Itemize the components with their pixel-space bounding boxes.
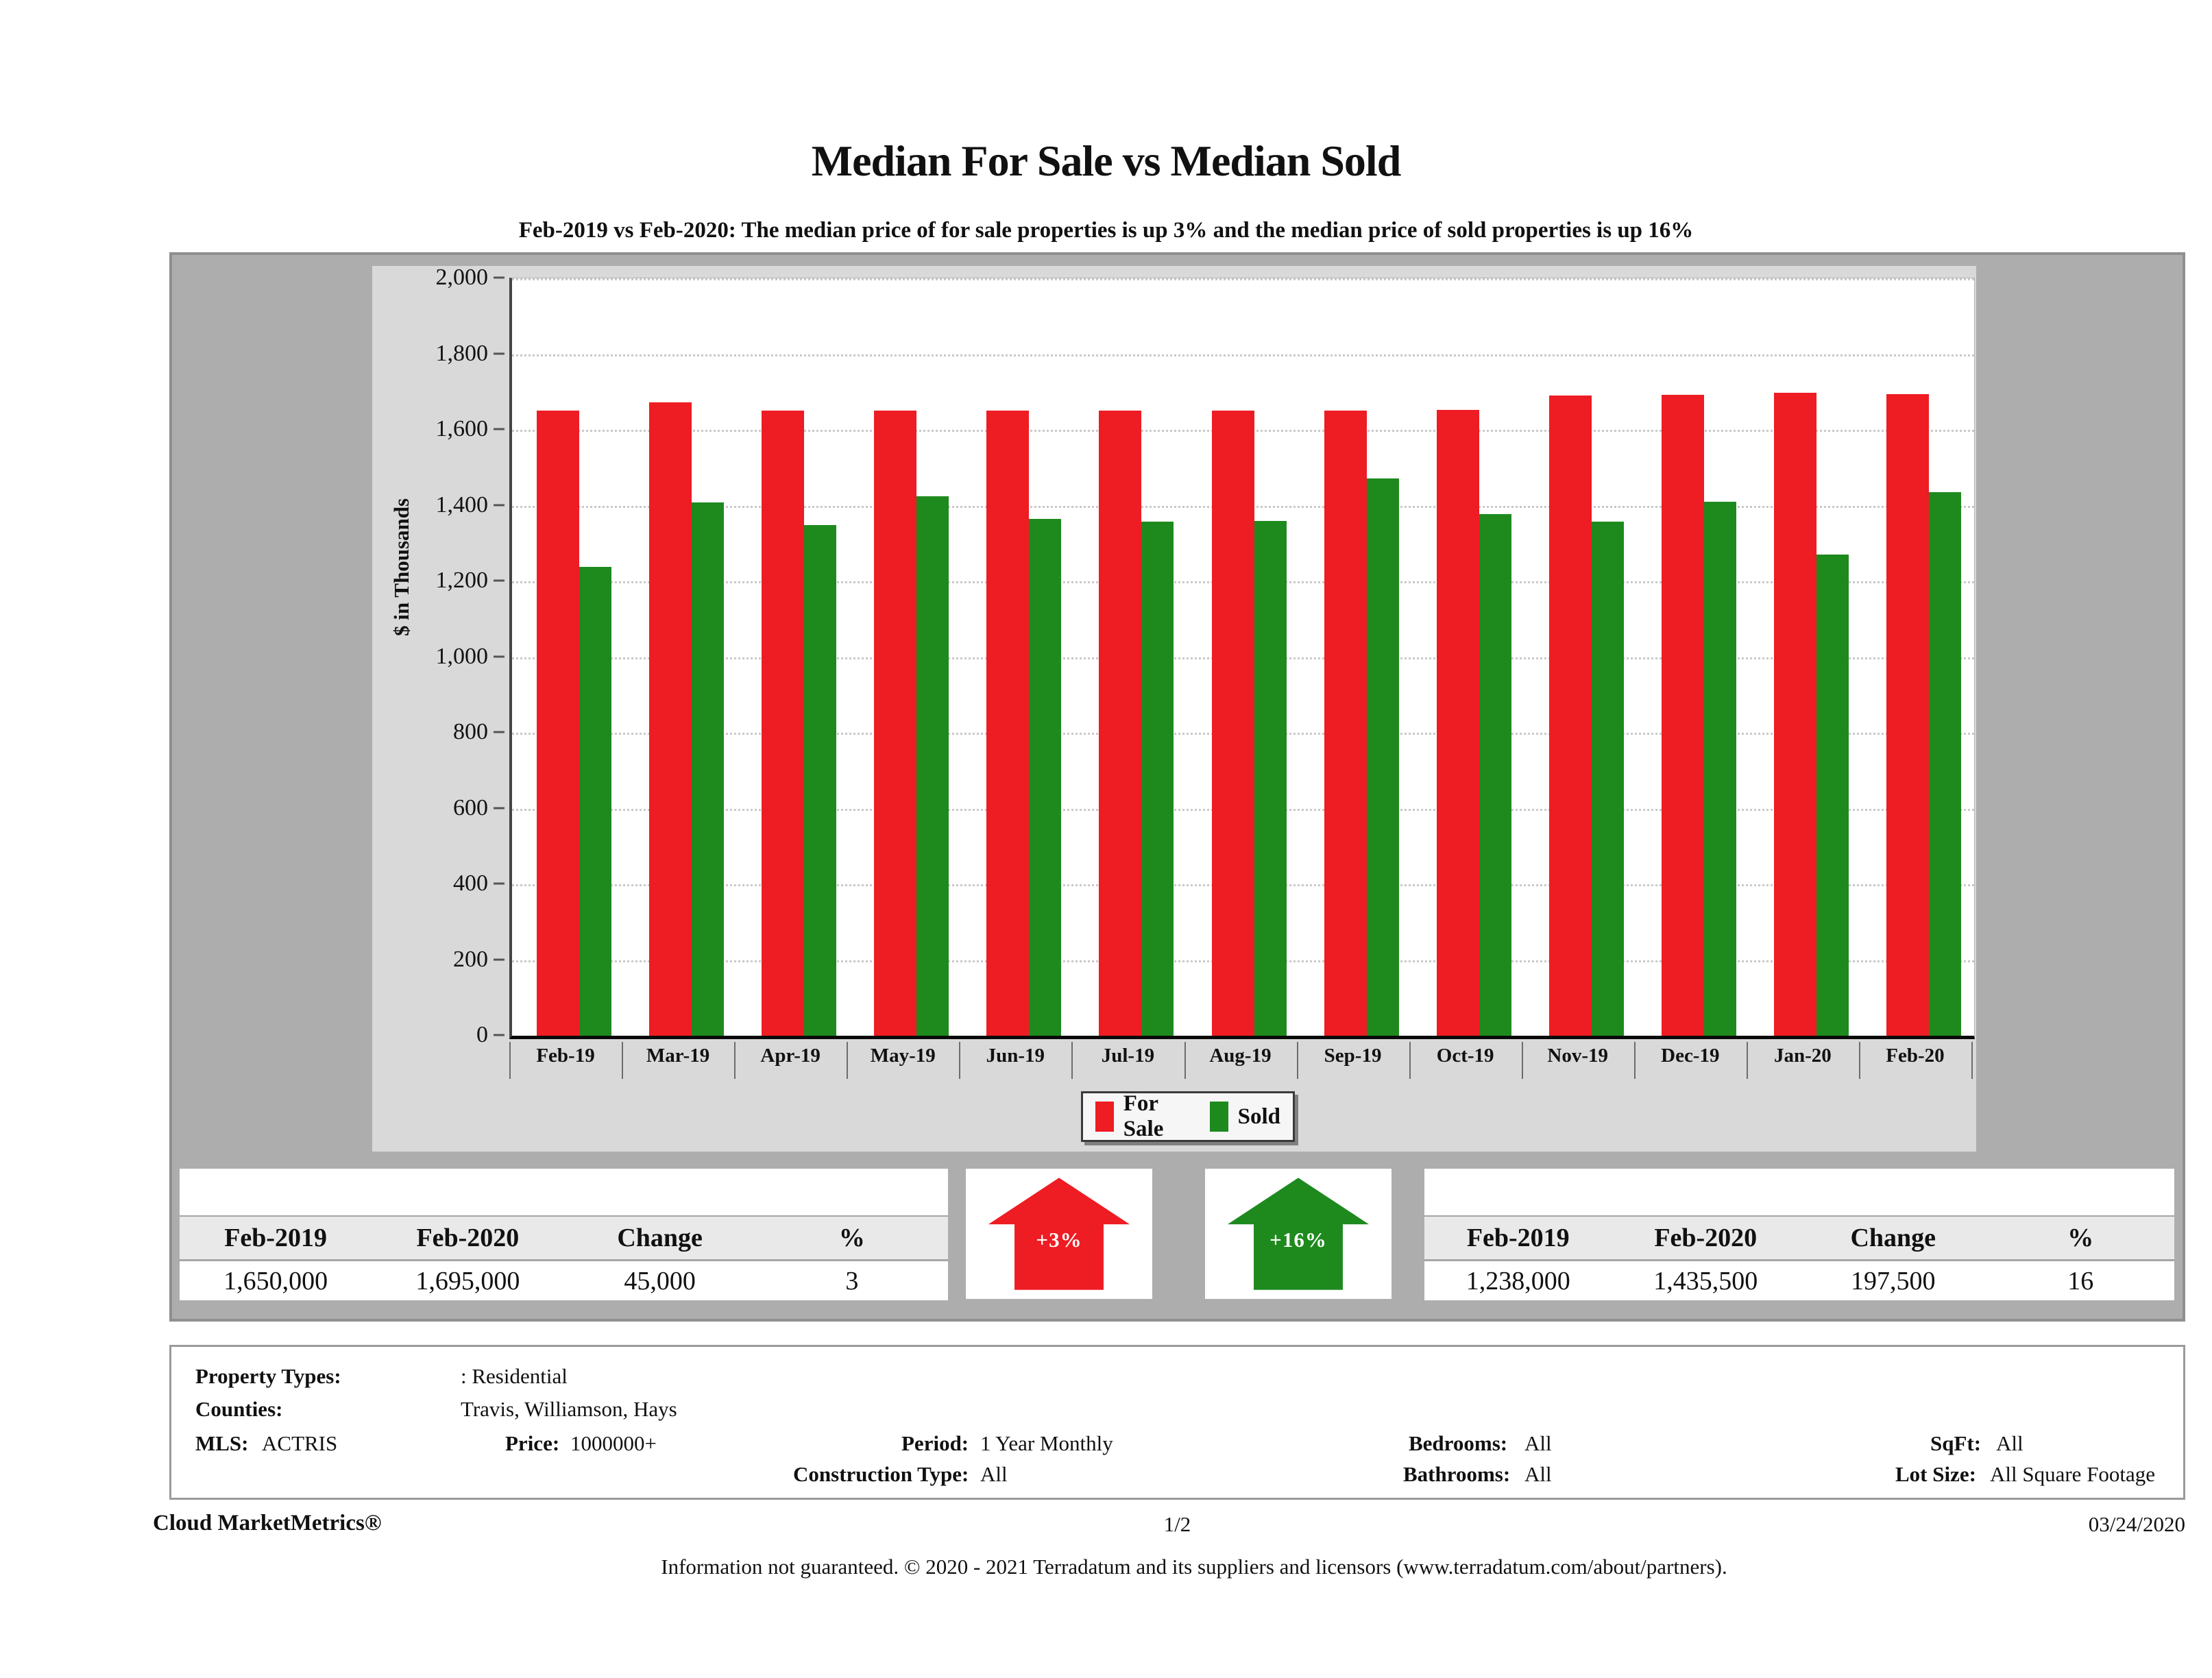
y-tick-mark — [494, 807, 505, 809]
bar-for-sale-Jun-19 — [986, 411, 1029, 1036]
bar-for-sale-May-19 — [874, 411, 916, 1036]
gridline-2,000 — [512, 278, 1974, 280]
footer-disclaimer: Information not guaranteed. © 2020 - 2021 Terradatum and its suppliers and licensors (www.terradatum.com/about/partners). — [661, 1555, 1727, 1579]
x-tick-label-Nov-19: Nov-19 — [1547, 1045, 1609, 1067]
x-tick-label-Feb-19: Feb-19 — [536, 1045, 595, 1067]
bar-for-sale-Feb-19 — [537, 411, 579, 1036]
for-sale-change-percent: +3% — [1036, 1228, 1082, 1252]
table-spacer-row — [1424, 1169, 2174, 1217]
y-tick-label: 600 — [453, 794, 488, 820]
y-tick-mark — [494, 655, 505, 657]
x-tick-separator — [1859, 1042, 1860, 1079]
bathrooms-label: Bathrooms: — [1403, 1462, 1511, 1486]
footer-page-number: 1/2 — [1163, 1512, 1191, 1536]
column-header: Change — [1850, 1224, 1936, 1252]
sold-summary-table — [1424, 1169, 2174, 1300]
x-tick-separator — [622, 1042, 623, 1079]
bar-sold-Jun-19 — [1029, 519, 1061, 1036]
y-tick-label: 1,800 — [435, 340, 488, 366]
bar-sold-Sep-19 — [1367, 478, 1399, 1036]
x-tick-label-Jun-19: Jun-19 — [986, 1045, 1045, 1067]
for-sale-change-arrow-box — [966, 1169, 1152, 1299]
x-tick-label-May-19: May-19 — [870, 1045, 936, 1067]
y-tick-label: 200 — [453, 946, 488, 972]
y-tick-mark — [494, 428, 505, 430]
for-sale-summary-table — [180, 1169, 948, 1300]
x-tick-separator — [959, 1042, 960, 1079]
table-cell: 197,500 — [1851, 1266, 1936, 1296]
x-tick-separator — [1747, 1042, 1748, 1079]
bar-for-sale-Feb-20 — [1886, 394, 1929, 1036]
y-tick-mark — [494, 277, 505, 279]
for-sale-legend-swatch-icon — [1095, 1102, 1114, 1132]
sqft-value: All — [1996, 1431, 2023, 1455]
x-tick-separator — [1634, 1042, 1636, 1079]
mls-value: ACTRIS — [262, 1431, 338, 1455]
period-label: Period: — [901, 1431, 969, 1455]
bar-sold-Jan-20 — [1816, 555, 1849, 1036]
bar-sold-Nov-19 — [1592, 522, 1624, 1036]
table-cell: 1,695,000 — [415, 1266, 520, 1296]
sold-legend-swatch-icon — [1210, 1102, 1228, 1132]
table-row — [1424, 1261, 2174, 1300]
bar-for-sale-Jul-19 — [1099, 411, 1141, 1036]
construction-type-label: Construction Type: — [793, 1462, 969, 1486]
x-tick-label-Dec-19: Dec-19 — [1661, 1045, 1720, 1067]
property-types-label: Property Types: — [195, 1364, 341, 1388]
table-spacer-row — [180, 1169, 948, 1217]
column-header: Feb-2020 — [1654, 1224, 1758, 1252]
x-tick-separator — [509, 1042, 511, 1079]
bar-sold-Feb-20 — [1929, 492, 1961, 1036]
x-tick-label-Mar-19: Mar-19 — [646, 1045, 710, 1067]
y-tick-label: 1,000 — [435, 643, 488, 669]
y-tick-label: 400 — [453, 871, 488, 896]
x-tick-separator — [1184, 1042, 1186, 1079]
x-tick-label-Aug-19: Aug-19 — [1209, 1045, 1272, 1067]
y-tick-label: 1,200 — [435, 568, 488, 593]
column-header: Change — [617, 1224, 703, 1252]
x-tick-label-Sep-19: Sep-19 — [1324, 1045, 1382, 1067]
y-axis — [356, 265, 505, 1047]
y-tick-label: 800 — [453, 719, 488, 744]
bar-for-sale-Nov-19 — [1549, 396, 1592, 1036]
for-sale-legend-label: For Sale — [1123, 1091, 1164, 1141]
counties-value: Travis, Williamson, Hays — [461, 1397, 677, 1421]
price-label: Price: — [505, 1431, 560, 1455]
x-tick-separator — [847, 1042, 848, 1079]
x-tick-separator — [1522, 1042, 1523, 1079]
y-tick-mark — [494, 352, 505, 354]
table-header-row — [1424, 1217, 2174, 1261]
y-tick-label: 2,000 — [435, 265, 488, 290]
table-row — [180, 1261, 948, 1300]
page-subtitle: Feb-2019 vs Feb-2020: The median price of for sale properties is up 3% and the median price of sold properties is up 16% — [518, 218, 1694, 243]
table-cell: 1,435,500 — [1653, 1266, 1758, 1296]
bathrooms-value: All — [1524, 1462, 1552, 1486]
bar-for-sale-Apr-19 — [762, 411, 804, 1036]
page-title: Median For Sale vs Median Sold — [811, 136, 1401, 185]
column-header: Feb-2020 — [416, 1224, 520, 1252]
table-cell: 3 — [845, 1266, 859, 1296]
bar-sold-Apr-19 — [804, 525, 836, 1036]
mls-label: MLS: — [195, 1431, 249, 1455]
price-value: 1000000+ — [570, 1431, 657, 1455]
table-cell: 16 — [2067, 1266, 2094, 1296]
bar-for-sale-Jan-20 — [1774, 393, 1816, 1036]
x-tick-label-Feb-20: Feb-20 — [1886, 1045, 1945, 1067]
sqft-label: SqFt: — [1930, 1431, 1982, 1455]
lot-size-value: All Square Footage — [1990, 1462, 2156, 1486]
gridline-1,800 — [512, 354, 1974, 356]
property-types-value: : Residential — [461, 1364, 568, 1388]
bar-sold-May-19 — [916, 496, 949, 1036]
bedrooms-label: Bedrooms: — [1409, 1431, 1508, 1455]
bar-for-sale-Mar-19 — [649, 402, 692, 1036]
column-header: % — [2067, 1224, 2094, 1252]
x-tick-label-Jul-19: Jul-19 — [1101, 1045, 1155, 1067]
x-tick-separator — [734, 1042, 736, 1079]
bedrooms-value: All — [1524, 1431, 1552, 1455]
y-tick-label: 1,600 — [435, 416, 488, 441]
sold-change-percent: +16% — [1269, 1228, 1327, 1252]
column-header: Feb-2019 — [1466, 1224, 1570, 1252]
bar-for-sale-Oct-19 — [1437, 410, 1479, 1036]
sold-change-arrow-box — [1205, 1169, 1391, 1299]
bar-sold-Oct-19 — [1479, 514, 1511, 1036]
y-tick-label: 0 — [476, 1022, 488, 1047]
x-tick-label-Oct-19: Oct-19 — [1436, 1045, 1494, 1067]
bar-chart-plot-area — [509, 278, 1975, 1039]
x-tick-separator — [1297, 1042, 1298, 1079]
x-tick-separator — [1409, 1042, 1411, 1079]
y-tick-mark — [494, 731, 505, 733]
y-tick-label: 1,400 — [435, 491, 488, 518]
column-header: % — [838, 1224, 865, 1252]
y-tick-mark — [494, 580, 505, 582]
x-tick-label-Jan-20: Jan-20 — [1773, 1045, 1832, 1067]
footer-brand: Cloud MarketMetrics® — [153, 1511, 382, 1535]
bar-for-sale-Aug-19 — [1212, 411, 1254, 1036]
counties-label: Counties: — [195, 1397, 283, 1421]
table-header-row — [180, 1217, 948, 1261]
y-tick-mark — [494, 958, 505, 960]
period-value: 1 Year Monthly — [980, 1431, 1113, 1455]
construction-type-value: All — [980, 1462, 1008, 1486]
y-tick-mark — [494, 883, 505, 885]
footer-date: 03/24/2020 — [2088, 1512, 2185, 1536]
table-cell: 45,000 — [624, 1266, 696, 1296]
sold-legend-label: Sold — [1237, 1104, 1280, 1129]
lot-size-label: Lot Size: — [1895, 1462, 1976, 1486]
x-axis — [509, 1042, 1974, 1083]
column-header: Feb-2019 — [224, 1224, 328, 1252]
bar-for-sale-Sep-19 — [1324, 411, 1367, 1036]
bar-sold-Feb-19 — [579, 567, 611, 1036]
x-tick-separator — [1071, 1042, 1073, 1079]
x-tick-separator — [1971, 1042, 1973, 1079]
y-tick-mark — [494, 504, 505, 506]
bar-sold-Jul-19 — [1141, 522, 1174, 1036]
table-cell: 1,238,000 — [1466, 1266, 1570, 1296]
bar-sold-Dec-19 — [1704, 502, 1736, 1036]
bar-sold-Mar-19 — [692, 502, 724, 1036]
x-tick-label-Apr-19: Apr-19 — [760, 1045, 821, 1067]
y-tick-mark — [494, 1034, 505, 1036]
chart-legend — [1081, 1091, 1295, 1142]
bar-sold-Aug-19 — [1254, 521, 1287, 1036]
table-cell: 1,650,000 — [223, 1266, 328, 1296]
bar-for-sale-Dec-19 — [1662, 395, 1704, 1036]
